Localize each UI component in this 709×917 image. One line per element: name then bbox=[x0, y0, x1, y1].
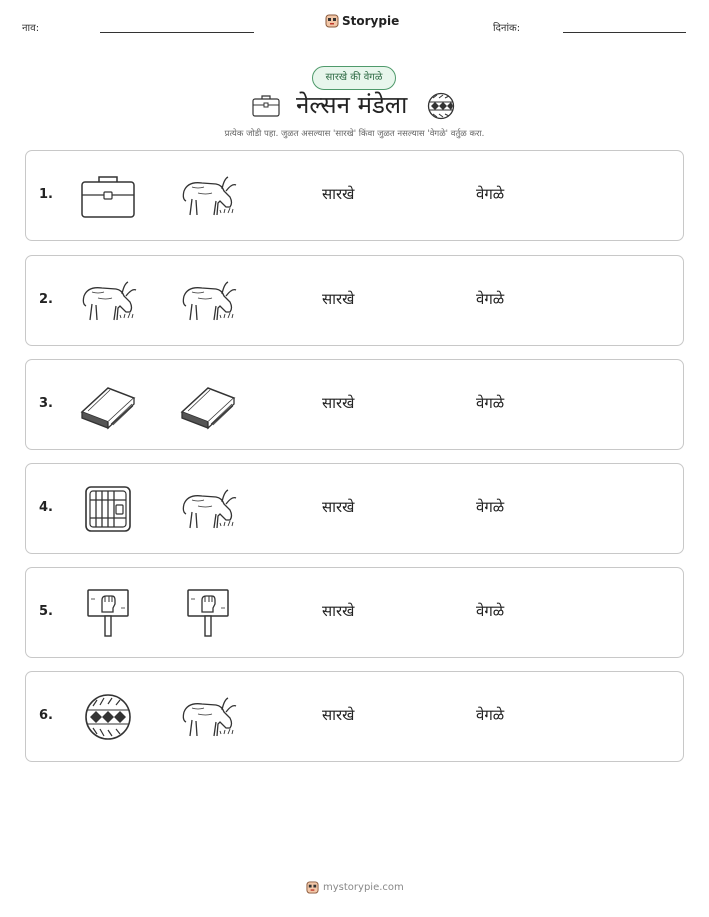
brand-name: Storypie bbox=[342, 14, 400, 28]
different-option[interactable]: वेगळे bbox=[476, 498, 505, 516]
worksheet-title: नेल्सन मंडेला bbox=[296, 91, 408, 119]
question-number: 1. bbox=[39, 187, 53, 202]
african-pattern-icon bbox=[427, 92, 455, 120]
question-number: 5. bbox=[39, 604, 53, 619]
same-option[interactable]: सारखे bbox=[322, 290, 355, 308]
question-row bbox=[25, 567, 684, 658]
african-pattern-icon bbox=[78, 694, 138, 740]
ox-icon bbox=[178, 278, 238, 324]
different-option[interactable]: वेगळे bbox=[476, 394, 505, 412]
date-field-line[interactable] bbox=[563, 32, 686, 33]
question-number: 4. bbox=[39, 500, 53, 515]
date-label: दिनांक: bbox=[493, 23, 521, 34]
same-option[interactable]: सारखे bbox=[322, 498, 355, 516]
same-option[interactable]: सारखे bbox=[322, 602, 355, 620]
brand-logo bbox=[325, 13, 399, 29]
storypie-mascot-icon bbox=[325, 13, 339, 29]
protest-sign-icon bbox=[78, 590, 138, 636]
prison-door-icon bbox=[78, 486, 138, 532]
ox-icon bbox=[78, 278, 138, 324]
question-number: 2. bbox=[39, 292, 53, 307]
ox-icon bbox=[178, 173, 238, 219]
briefcase-icon bbox=[251, 93, 281, 117]
name-field-line[interactable] bbox=[100, 32, 254, 33]
book-icon bbox=[178, 382, 238, 428]
different-option[interactable]: वेगळे bbox=[476, 185, 505, 203]
worksheet-tag: सारखे की वेगळे bbox=[312, 66, 396, 90]
protest-sign-icon bbox=[178, 590, 238, 636]
book-icon bbox=[78, 382, 138, 428]
storypie-mascot-icon bbox=[306, 880, 319, 895]
briefcase-icon bbox=[78, 173, 138, 219]
name-label: नाव: bbox=[22, 23, 40, 34]
question-row bbox=[25, 463, 684, 554]
different-option[interactable]: वेगळे bbox=[476, 290, 505, 308]
different-option[interactable]: वेगळे bbox=[476, 706, 505, 724]
question-number: 6. bbox=[39, 708, 53, 723]
same-option[interactable]: सारखे bbox=[322, 185, 355, 203]
instruction-text: प्रत्येक जोडी पहा. जुळत असल्यास 'सारखे' किंवा जुळत नसल्यास 'वेगळे' वर्तुळ करा. bbox=[224, 129, 485, 139]
footer bbox=[306, 880, 404, 895]
footer-url[interactable]: mystorypie.com bbox=[323, 882, 404, 893]
question-row bbox=[25, 255, 684, 346]
question-row bbox=[25, 150, 684, 241]
same-option[interactable]: सारखे bbox=[322, 706, 355, 724]
question-row bbox=[25, 359, 684, 450]
same-option[interactable]: सारखे bbox=[322, 394, 355, 412]
ox-icon bbox=[178, 486, 238, 532]
question-row bbox=[25, 671, 684, 762]
different-option[interactable]: वेगळे bbox=[476, 602, 505, 620]
question-number: 3. bbox=[39, 396, 53, 411]
ox-icon bbox=[178, 694, 238, 740]
